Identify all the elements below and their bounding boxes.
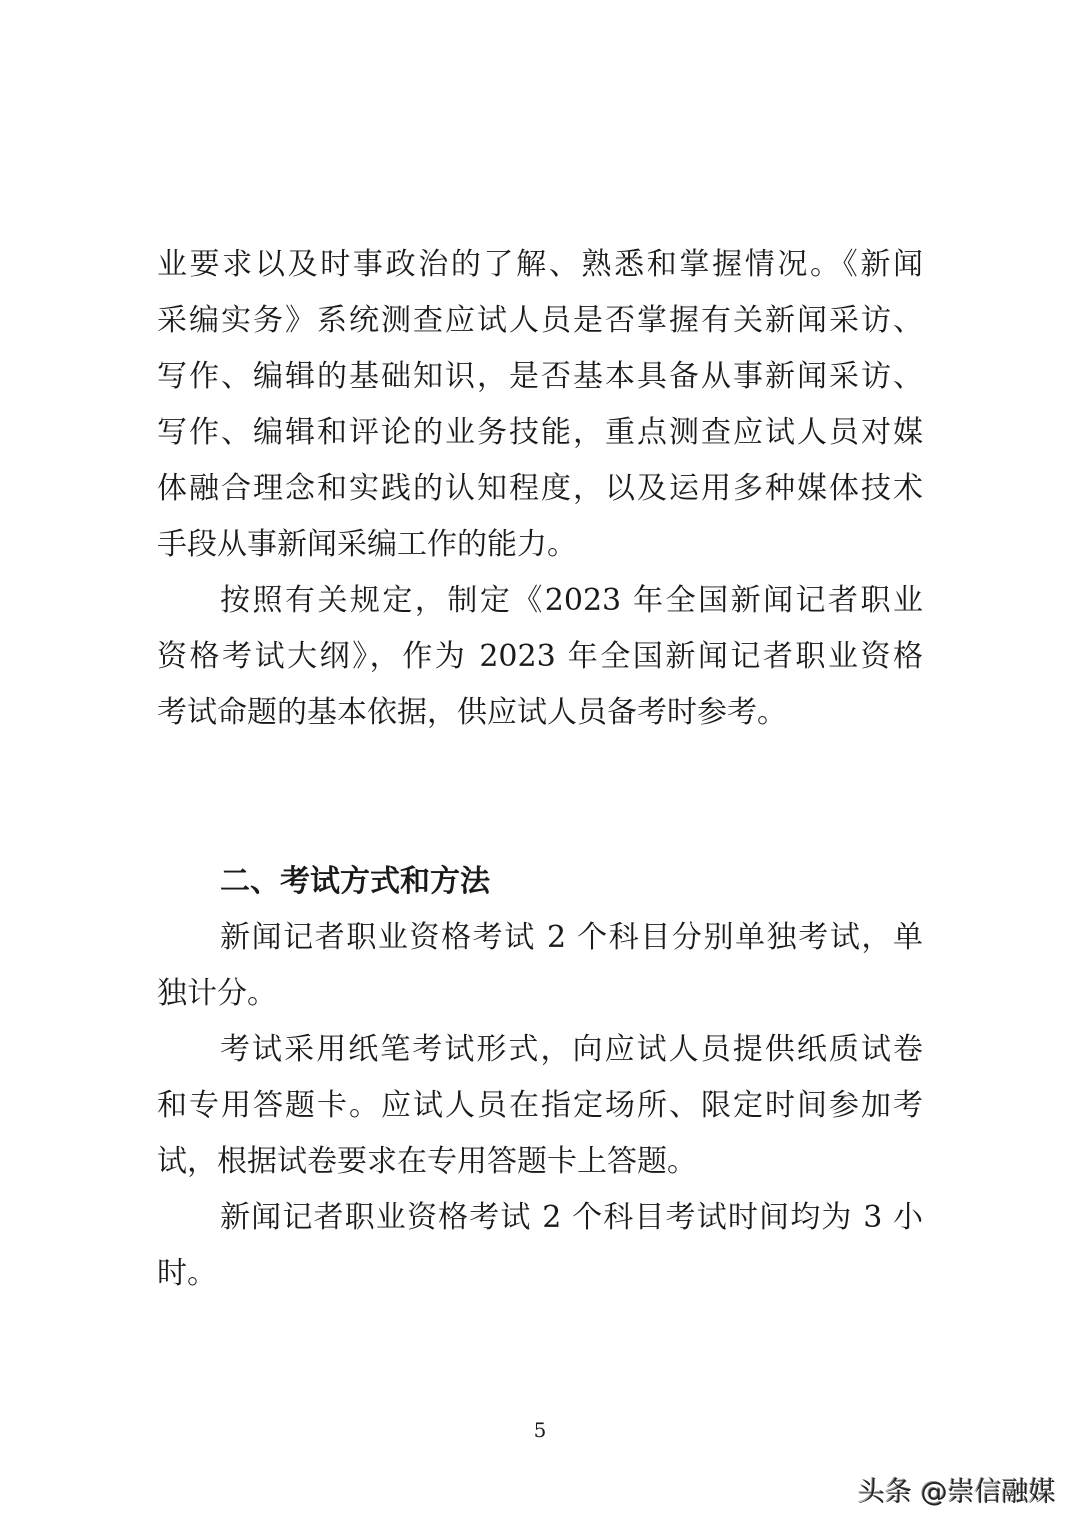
text-line: 新闻记者职业资格考试 2 个科目考试时间均为 3 小 (220, 1200, 923, 1235)
text-line: 体融合理念和实践的认知程度，以及运用多种媒体技术 (157, 471, 923, 506)
text-line: 试，根据试卷要求在专用答题卡上答题。 (157, 1144, 697, 1179)
text-line: 新闻记者职业资格考试 2 个科目分别单独考试，单 (220, 920, 923, 955)
section-heading: 二、考试方式和方法 (220, 864, 490, 899)
text-line: 考试命题的基本依据，供应试人员备考时参考。 (157, 695, 787, 730)
text-line: 时。 (157, 1256, 217, 1291)
text-line: 业要求以及时事政治的了解、熟悉和掌握情况。《新闻 (157, 247, 923, 282)
text-line: 和专用答题卡。应试人员在指定场所、限定时间参加考 (157, 1088, 923, 1123)
watermark: 头条 @崇信融媒 (858, 1477, 1056, 1508)
text-line: 资格考试大纲》，作为 2023 年全国新闻记者职业资格 (157, 639, 923, 674)
text-line: 写作、编辑和评论的业务技能，重点测查应试人员对媒 (157, 415, 923, 450)
text-line: 写作、编辑的基础知识，是否基本具备从事新闻采访、 (157, 359, 923, 394)
text-line: 独计分。 (157, 976, 277, 1011)
text-line: 考试采用纸笔考试形式，向应试人员提供纸质试卷 (220, 1032, 923, 1067)
text-line: 手段从事新闻采编工作的能力。 (157, 527, 577, 562)
page-number: 5 (533, 1418, 547, 1442)
text-line: 采编实务》系统测查应试人员是否掌握有关新闻采访、 (157, 303, 923, 338)
text-line: 按照有关规定，制定《2023 年全国新闻记者职业 (220, 583, 923, 618)
